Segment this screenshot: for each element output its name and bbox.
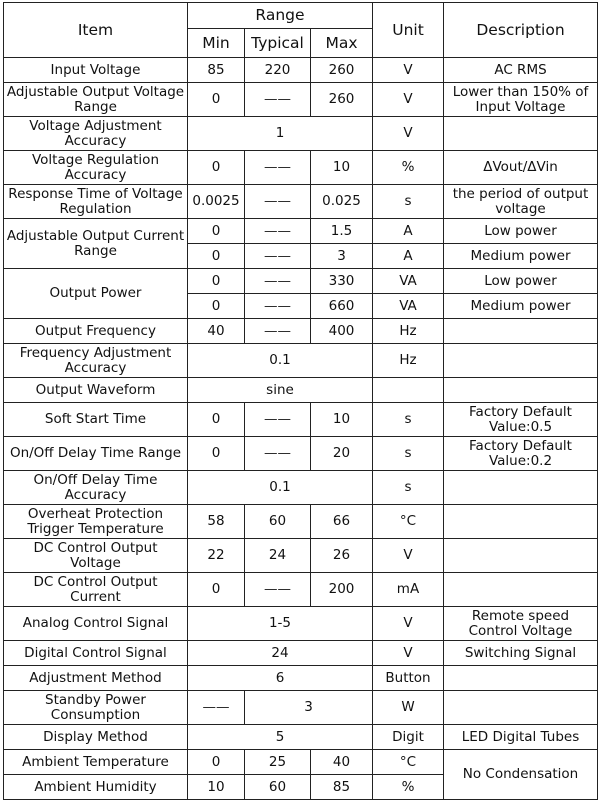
max-cell: 20 [311,437,373,471]
description-cell: the period of output voltage [444,185,598,219]
unit-cell: VA [373,294,444,319]
max-cell: 330 [311,269,373,294]
typical-cell: —— [245,403,311,437]
table-row [4,403,598,437]
range-value-cell: sine [188,378,373,403]
unit-cell: VA [373,269,444,294]
table-row [4,607,598,641]
table-row [4,83,598,117]
min-cell: —— [188,691,245,725]
table-row [4,219,598,244]
typical-cell: 60 [245,505,311,539]
description-cell: Remote speed Control Voltage [444,607,598,641]
unit-cell: % [373,775,444,800]
description-cell [444,691,598,725]
typical-cell: 25 [245,750,311,775]
unit-cell: V [373,607,444,641]
max-cell: 260 [311,83,373,117]
min-cell: 0 [188,750,245,775]
description-cell [444,573,598,607]
item-cell: Output Frequency [4,319,188,344]
max-cell: 40 [311,750,373,775]
unit-cell: V [373,641,444,666]
max-cell: 660 [311,294,373,319]
item-cell: Adjustable Output Current Range [4,219,188,269]
description-cell: Factory Default Value:0.5 [444,403,598,437]
description-cell [444,505,598,539]
item-cell: Ambient Temperature [4,750,188,775]
min-cell: 0 [188,219,245,244]
item-cell: On/Off Delay Time Accuracy [4,471,188,505]
typical-cell: 220 [245,58,311,83]
item-cell: Adjustable Output Voltage Range [4,83,188,117]
header-max: Max [311,29,373,58]
unit-cell: A [373,219,444,244]
min-cell: 0 [188,151,245,185]
range-value-cell: 5 [188,725,373,750]
description-cell: Lower than 150% of Input Voltage [444,83,598,117]
item-cell: Output Power [4,269,188,319]
unit-cell: V [373,539,444,573]
header-range: Range [188,3,373,29]
typical-cell: —— [245,437,311,471]
item-cell: Digital Control Signal [4,641,188,666]
item-cell: Input Voltage [4,58,188,83]
min-cell: 58 [188,505,245,539]
item-cell: Analog Control Signal [4,607,188,641]
description-cell: ΔVout/ΔVin [444,151,598,185]
item-cell: Ambient Humidity [4,775,188,800]
max-cell: 400 [311,319,373,344]
table-row [4,725,598,750]
min-cell: 0 [188,294,245,319]
item-cell: Voltage Adjustment Accuracy [4,117,188,151]
description-cell: Low power [444,269,598,294]
unit-cell: s [373,185,444,219]
table-row [4,437,598,471]
table-row [4,691,598,725]
max-cell: 10 [311,151,373,185]
min-cell: 0.0025 [188,185,245,219]
description-cell [444,378,598,403]
item-cell: Display Method [4,725,188,750]
item-cell: Response Time of Voltage Regulation [4,185,188,219]
max-cell: 26 [311,539,373,573]
table-row [4,539,598,573]
unit-cell: °C [373,505,444,539]
unit-cell [373,378,444,403]
description-cell [444,319,598,344]
max-cell: 200 [311,573,373,607]
unit-cell: mA [373,573,444,607]
typical-cell: —— [245,573,311,607]
typical-cell: —— [245,319,311,344]
description-cell: Medium power [444,294,598,319]
max-cell: 1.5 [311,219,373,244]
header-min: Min [188,29,245,58]
unit-cell: s [373,437,444,471]
typical-cell: —— [245,83,311,117]
max-cell: 3 [311,244,373,269]
description-cell: Factory Default Value:0.2 [444,437,598,471]
unit-cell: % [373,151,444,185]
header-row [4,3,598,29]
unit-cell: Digit [373,725,444,750]
table-row [4,505,598,539]
min-cell: 10 [188,775,245,800]
min-cell: 0 [188,244,245,269]
description-cell [444,117,598,151]
max-cell: 85 [311,775,373,800]
table-row [4,58,598,83]
max-cell: 260 [311,58,373,83]
min-cell: 0 [188,83,245,117]
item-cell: On/Off Delay Time Range [4,437,188,471]
range-value-cell: 1 [188,117,373,151]
range-value-cell: 1-5 [188,607,373,641]
header-item: Item [4,3,188,58]
description-cell: No Condensation [444,750,598,800]
header-typical: Typical [245,29,311,58]
item-cell: Soft Start Time [4,403,188,437]
description-cell: AC RMS [444,58,598,83]
description-cell [444,666,598,691]
table-row [4,471,598,505]
unit-cell: Button [373,666,444,691]
table-row [4,344,598,378]
range-value-cell: 0.1 [188,344,373,378]
range-value-cell: 0.1 [188,471,373,505]
item-cell: Overheat Protection Trigger Temperature [4,505,188,539]
unit-cell: Hz [373,319,444,344]
item-cell: Voltage Regulation Accuracy [4,151,188,185]
description-cell: LED Digital Tubes [444,725,598,750]
table-row [4,378,598,403]
unit-cell: V [373,83,444,117]
min-cell: 0 [188,269,245,294]
unit-cell: V [373,58,444,83]
item-cell: DC Control Output Voltage [4,539,188,573]
max-cell: 10 [311,403,373,437]
unit-cell: A [373,244,444,269]
table-row [4,573,598,607]
table-row [4,269,598,294]
table-row [4,319,598,344]
typical-cell: —— [245,269,311,294]
typical-cell: 60 [245,775,311,800]
max-cell: 66 [311,505,373,539]
description-cell [444,344,598,378]
table-row [4,666,598,691]
item-cell: Output Waveform [4,378,188,403]
header-description: Description [444,3,598,58]
header-unit: Unit [373,3,444,58]
description-cell [444,539,598,573]
item-cell: Frequency Adjustment Accuracy [4,344,188,378]
description-cell: Low power [444,219,598,244]
description-cell: Medium power [444,244,598,269]
table-row [4,151,598,185]
range-value-cell: 6 [188,666,373,691]
specification-table [3,2,598,800]
unit-cell: V [373,117,444,151]
table-row [4,117,598,151]
min-cell: 85 [188,58,245,83]
min-cell: 0 [188,403,245,437]
item-cell: Adjustment Method [4,666,188,691]
unit-cell: °C [373,750,444,775]
typical-cell: 24 [245,539,311,573]
typical-cell: —— [245,151,311,185]
item-cell: Standby Power Consumption [4,691,188,725]
item-cell: DC Control Output Current [4,573,188,607]
table-row [4,641,598,666]
typical-cell: —— [245,185,311,219]
unit-cell: Hz [373,344,444,378]
table-row [4,185,598,219]
typical-cell: —— [245,244,311,269]
description-cell: Switching Signal [444,641,598,666]
min-cell: 40 [188,319,245,344]
unit-cell: s [373,403,444,437]
table-row [4,750,598,775]
typical-cell: —— [245,219,311,244]
max-cell: 0.025 [311,185,373,219]
description-cell [444,471,598,505]
unit-cell: W [373,691,444,725]
unit-cell: s [373,471,444,505]
min-cell: 22 [188,539,245,573]
min-cell: 0 [188,573,245,607]
typical-cell: 3 [245,691,373,725]
range-value-cell: 24 [188,641,373,666]
min-cell: 0 [188,437,245,471]
typical-cell: —— [245,294,311,319]
